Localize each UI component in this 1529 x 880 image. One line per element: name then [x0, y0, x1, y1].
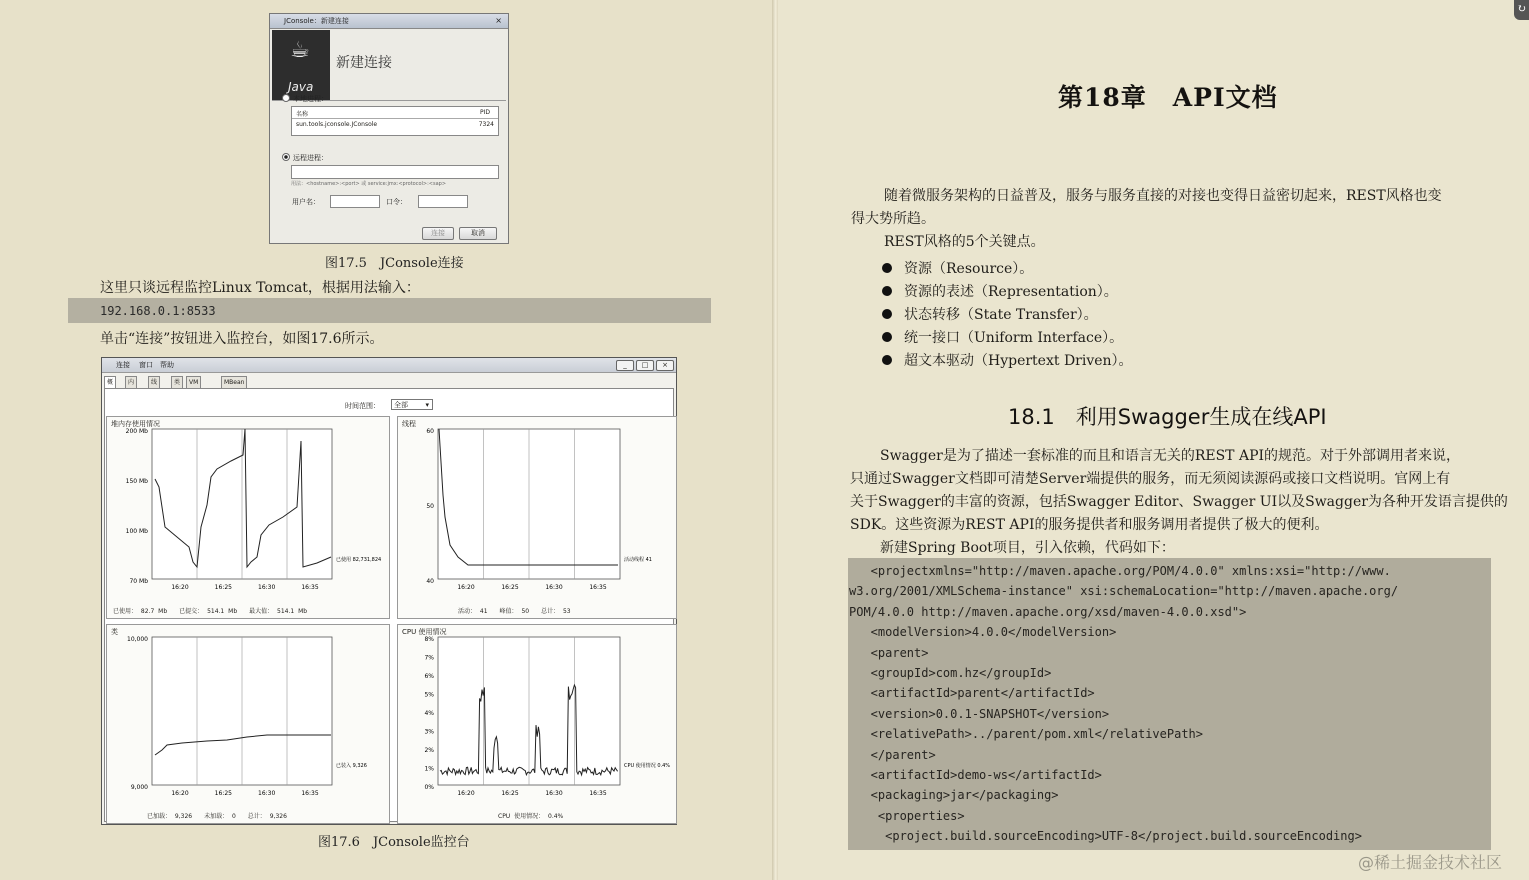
menu-help[interactable]: 帮助 — [160, 361, 174, 369]
classes-chart — [107, 625, 389, 823]
y-tick-label: 4% — [424, 710, 434, 717]
dialog-heading: 新建连接 — [336, 55, 392, 71]
jconsole-connect-dialog — [269, 13, 509, 244]
panel-stats: CPU 使用情况： 0.4% — [498, 813, 564, 820]
code-line: <relativePath>../parent/pom.xml</relativePath> — [849, 727, 1204, 742]
code-line: <artifactId>demo-ws</artifactId> — [849, 768, 1102, 782]
code-line: <packaging>jar</packaging> — [849, 788, 1059, 803]
col-name: 名称 — [296, 111, 309, 118]
x-tick-label: 16:20 — [457, 584, 475, 591]
y-tick-label: 5% — [424, 691, 434, 699]
code-line: <artifactId>parent</artifactId> — [849, 686, 1095, 701]
bullet-icon — [882, 309, 892, 319]
panel-stats: 已加载： 9,326 未加载： 0 总计： 9,326 — [147, 813, 287, 820]
menu-bar — [102, 358, 676, 373]
paragraph-line: SDK。这些资源为REST API的服务提供者和服务调用者提供了极大的便利。 — [850, 517, 1329, 533]
table-row[interactable] — [292, 119, 498, 130]
jconsole-monitor-window — [101, 357, 677, 825]
code-line: <project.build.sourceEncoding>UTF-8</project.build.sourceEncoding> — [849, 829, 1362, 844]
corner-icon[interactable]: ↻ — [1514, 0, 1529, 20]
x-tick-label: 16:35 — [589, 584, 607, 591]
y-tick-label: 9,000 — [130, 784, 148, 791]
chapter-title: 第18章 API文档 — [1058, 83, 1278, 112]
panel-title: CPU 使用情况 — [402, 628, 447, 636]
remote-process-radio[interactable] — [282, 153, 328, 163]
code-line: <parent> — [849, 645, 929, 660]
list-item — [882, 327, 1123, 347]
x-tick-label: 16:30 — [545, 584, 563, 591]
y-tick-label: 7% — [424, 654, 434, 662]
y-tick-label: 6% — [424, 673, 434, 680]
panel-stats: 已使用： 82.7 Mb 已提交： 514.1 Mb 最大值： 514.1 Mb — [113, 608, 308, 615]
list-item-text: 状态转移（State Transfer）。 — [904, 307, 1098, 323]
code-line: <projectxmlns="http://maven.apache.org/POM/4.0.0" xmlns:xsi="http://www. — [849, 564, 1391, 578]
figure-caption: 图17.5 JConsole连接 — [325, 256, 464, 271]
menu-window[interactable]: 窗口 — [139, 361, 153, 369]
classes-panel — [106, 624, 390, 824]
usage-hint: 用法：<hostname>:<port> 或 service:jmx:<protocol>:<sap> — [291, 181, 447, 187]
tab-classes[interactable]: 类 — [171, 376, 183, 388]
legend-label: CPU 使用情况 0.4% — [624, 763, 671, 769]
cpu-usage-chart — [398, 625, 676, 823]
close-icon[interactable]: × — [495, 16, 502, 25]
code-line: w3.org/2001/XMLSchema-instance" xsi:schemaLocation="http://maven.apache.org/ — [849, 584, 1399, 599]
intro-line-1: 随着微服务架构的日益普及，服务与服务直接的对接也变得日益密切起来，REST风格也变 — [884, 188, 1442, 204]
y-tick-label: 2% — [424, 747, 434, 754]
dialog-title: JConsole：新建连接 — [284, 17, 349, 25]
y-tick-label: 70 Mb — [129, 578, 148, 585]
x-tick-label: 16:20 — [171, 790, 189, 797]
x-tick-label: 16:30 — [258, 584, 276, 591]
coffee-cup-icon: ☕ — [290, 38, 310, 63]
code-line: <properties> — [849, 808, 965, 823]
y-tick-label: 8% — [424, 636, 434, 643]
panel-title: 堆内存使用情况 — [111, 420, 160, 428]
y-tick-label: 200 Mb — [125, 428, 148, 435]
time-range-label: 时间范围： — [345, 402, 380, 410]
panel-stats: 活动： 41 峰值： 50 总计： 53 — [458, 608, 571, 615]
code-line: POM/4.0.0 http://maven.apache.org/xsd/maven-4.0.0.xsd"> — [849, 604, 1247, 619]
x-tick-label: 16:35 — [589, 790, 607, 797]
table-header — [292, 107, 498, 119]
y-tick-label: 150 Mb — [125, 478, 148, 485]
heap-memory-chart — [107, 417, 389, 618]
list-item-text: 资源的表述（Representation）。 — [904, 284, 1118, 300]
time-range-value: 全部 — [394, 401, 408, 409]
cancel-button[interactable]: 取消 — [459, 227, 497, 240]
x-tick-label: 16:25 — [214, 584, 232, 591]
x-tick-label: 16:30 — [258, 790, 276, 797]
chevron-down-icon: ▾ — [425, 401, 429, 409]
password-label: 口令： — [386, 198, 407, 206]
watermark: @稀土掘金技术社区 — [1358, 853, 1503, 872]
paragraph: 这里只谈远程监控Linux Tomcat，根据用法输入： — [100, 280, 420, 296]
x-tick-label: 16:30 — [545, 790, 563, 797]
time-range-select[interactable] — [391, 399, 433, 410]
code-line: <groupId>com.hz</groupId> — [849, 666, 1052, 680]
list-item-text: 统一接口（Uniform Interface）。 — [904, 330, 1124, 346]
bullet-icon — [882, 355, 892, 365]
remote-process-label: 远程进程： — [293, 154, 328, 162]
code-line: <version>0.0.1-SNAPSHOT</version> — [849, 706, 1110, 721]
paragraph-line: 新建Spring Boot项目，引入依赖，代码如下： — [880, 540, 1175, 556]
list-item-text: 资源（Resource）。 — [904, 261, 1034, 277]
tab-threads[interactable]: 线 — [148, 376, 160, 388]
paragraph-line: Swagger是为了描述一套标准的而且和语言无关的REST API的规范。对于外部调用者来说， — [880, 448, 1461, 464]
y-tick-label: 50 — [426, 503, 434, 510]
y-tick-label: 3% — [424, 728, 434, 736]
username-label: 用户名： — [292, 198, 320, 206]
password-input[interactable] — [418, 195, 468, 208]
y-tick-label: 1% — [424, 765, 434, 773]
java-logo-text: Java — [288, 80, 314, 94]
overview-panel — [104, 388, 674, 822]
bullet-icon — [882, 332, 892, 342]
x-tick-label: 16:20 — [457, 790, 475, 797]
list-item — [882, 304, 1098, 324]
x-tick-label: 16:25 — [214, 790, 232, 797]
process-pid: 7324 — [478, 121, 494, 128]
radio-selected-icon — [282, 153, 290, 161]
command-code: 192.168.0.1:8533 — [100, 304, 216, 318]
x-tick-label: 16:25 — [501, 584, 519, 591]
list-item — [882, 258, 1033, 278]
list-item — [882, 281, 1118, 301]
cpu-usage-panel — [397, 624, 677, 824]
username-input[interactable] — [330, 195, 380, 208]
threads-chart — [398, 417, 676, 618]
y-tick-label: 60 — [426, 428, 434, 435]
legend-label: 活动线程 41 — [624, 557, 652, 563]
tab-memory[interactable]: 内 — [125, 376, 137, 388]
x-tick-label: 16:20 — [171, 584, 189, 591]
process-name: sun.tools.jconsole.JConsole — [296, 121, 378, 128]
y-tick-label: 0% — [424, 784, 434, 791]
java-logo — [272, 30, 330, 100]
col-pid: PID — [479, 109, 490, 116]
bullet-icon — [882, 286, 892, 296]
list-item — [882, 350, 1133, 370]
local-process-label: 本地进程： — [293, 95, 328, 103]
dialog-titlebar — [270, 14, 508, 29]
local-process-radio[interactable] — [282, 94, 328, 104]
maximize-button[interactable]: □ — [636, 360, 654, 371]
process-table — [291, 106, 499, 136]
y-tick-label: 10,000 — [127, 636, 148, 643]
list-item-text: 超文本驱动（Hypertext Driven）。 — [904, 353, 1133, 369]
connect-button[interactable]: 连接 — [422, 227, 454, 240]
radio-icon — [282, 94, 290, 102]
bullet-icon — [882, 263, 892, 273]
code-line: <modelVersion>4.0.0</modelVersion> — [849, 625, 1117, 640]
tab-overview[interactable]: 概 — [104, 376, 116, 389]
legend-label: 已使用 82,731,824 — [336, 557, 382, 563]
y-tick-label: 100 Mb — [125, 528, 148, 535]
panel-title: 类 — [111, 628, 118, 636]
tab-vm-summary[interactable]: VM — [186, 376, 201, 388]
menu-connection[interactable]: 连接 — [116, 361, 130, 369]
paragraph-line: 关于Swagger的丰富的资源，包括Swagger Editor、Swagger UI以及Swagger为各种开发语言提供的 — [850, 494, 1508, 510]
figure-caption: 图17.6 JConsole监控台 — [318, 835, 470, 850]
heap-memory-panel — [106, 416, 390, 619]
code-block — [848, 558, 1491, 850]
legend-label: 已装入 9,326 — [336, 763, 367, 769]
code-line: </parent> — [849, 747, 936, 762]
tab-mbean[interactable]: MBean — [221, 376, 247, 388]
threads-panel — [397, 416, 677, 619]
intro-line-2: 得大势所趋。 — [851, 211, 935, 227]
x-tick-label: 16:25 — [501, 790, 519, 797]
paragraph: 单击“连接”按钮进入监控台，如图17.6所示。 — [100, 331, 384, 347]
remote-address-input[interactable] — [291, 165, 499, 179]
key-points-intro: REST风格的5个关键点。 — [884, 234, 1045, 250]
x-tick-label: 16:35 — [301, 584, 319, 591]
close-button[interactable]: × — [656, 360, 674, 371]
minimize-button[interactable]: _ — [616, 360, 634, 371]
section-title: 18.1 利用Swagger生成在线API — [1008, 405, 1327, 429]
y-tick-label: 40 — [426, 578, 434, 585]
x-tick-label: 16:35 — [301, 790, 319, 797]
panel-title: 线程 — [402, 420, 416, 428]
paragraph-line: 只通过Swagger文档即可清楚Server端提供的服务，而无须阅读源码或接口文档说明。官网上有 — [850, 471, 1451, 487]
